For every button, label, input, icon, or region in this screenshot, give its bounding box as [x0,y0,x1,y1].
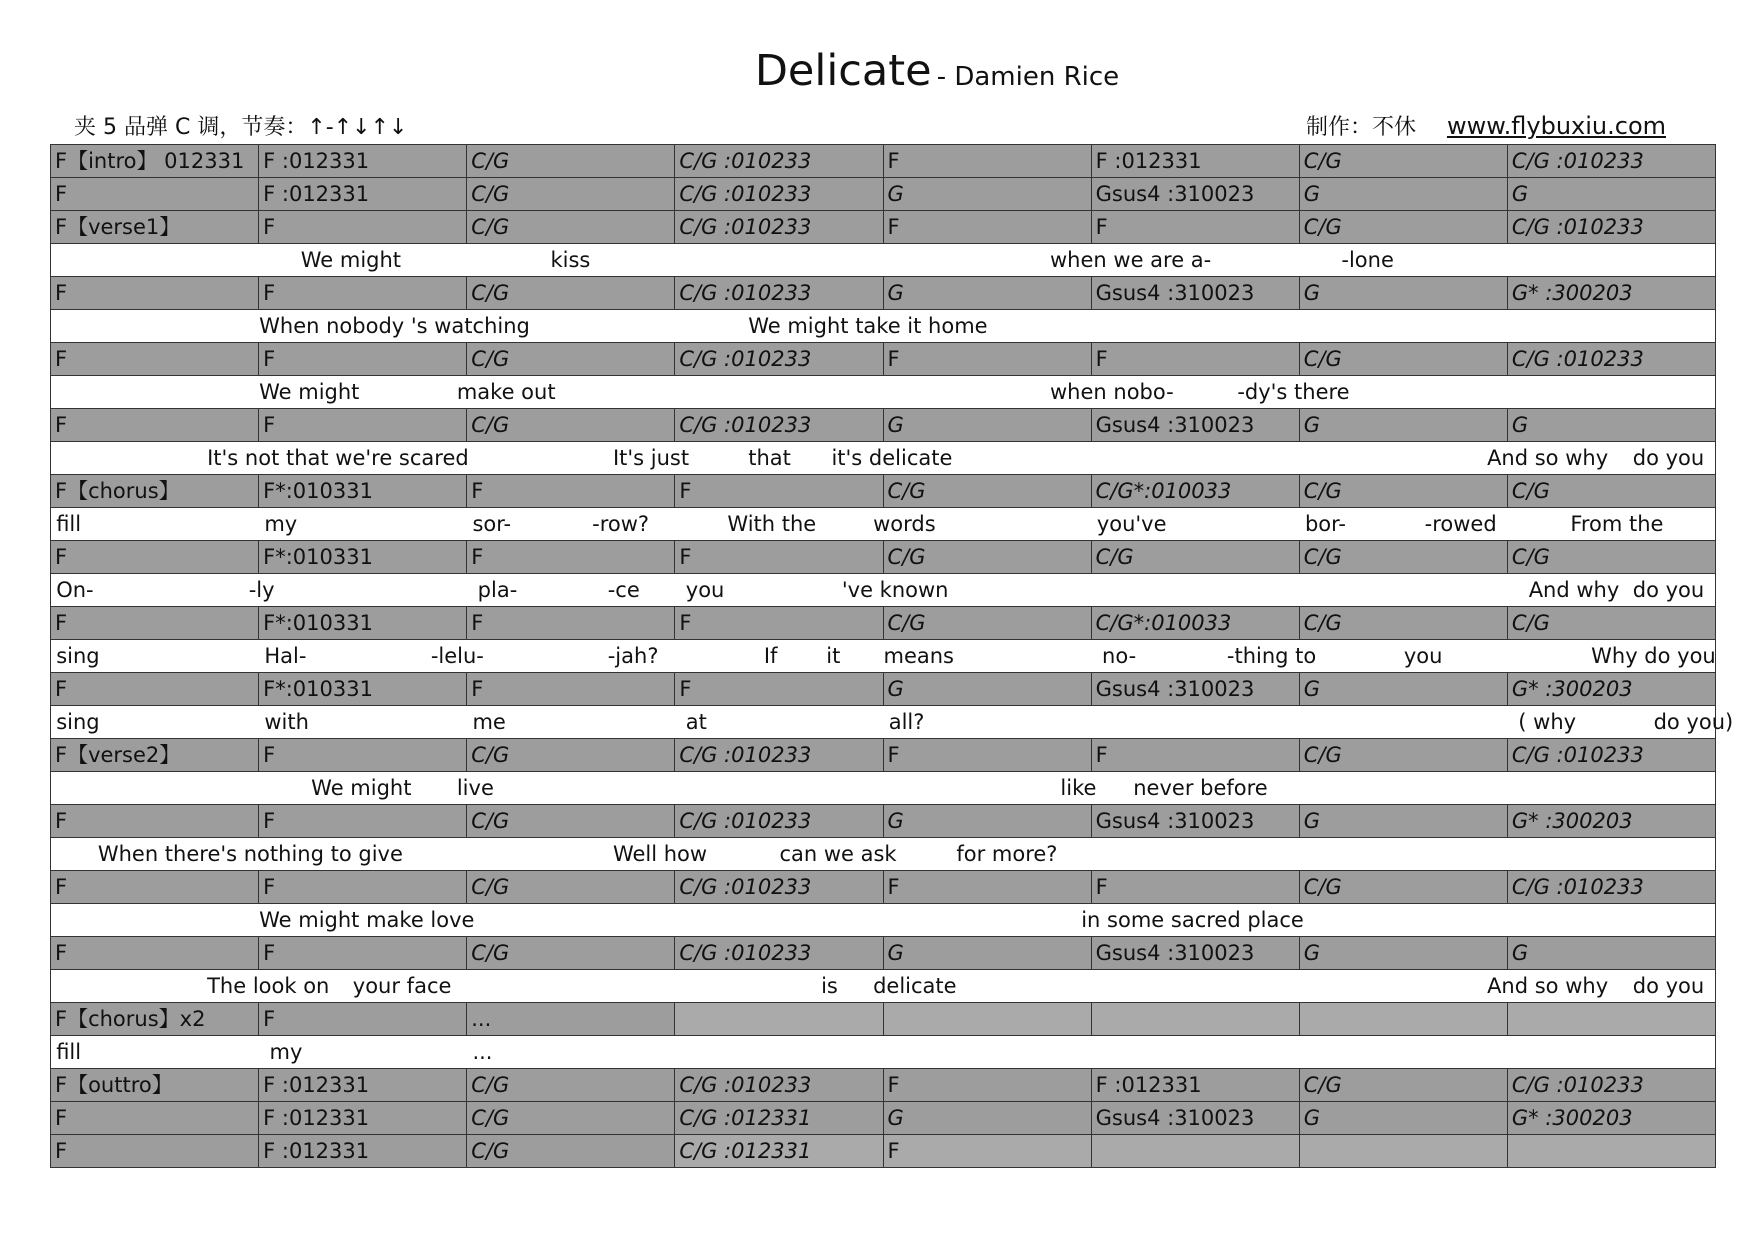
lyric-segment: fill [56,512,82,536]
lyric-line [51,244,1716,277]
chord-cell: F [259,871,467,904]
lyric-segment: means [883,644,954,668]
chord-cell: F [51,541,259,574]
lyric-segment: -thing to [1226,644,1317,668]
chord-cell: F [884,739,1092,772]
chord-cell: ... [467,1003,675,1036]
chord-cell: C/G [1300,1069,1508,1102]
chord-cell: F :012331 [259,178,467,211]
lyric-segment: is [821,974,838,998]
chord-cell: F :012331 [1092,145,1300,178]
lyric-segment: words [873,512,936,536]
chord-cell: F [1092,211,1300,244]
lyric-line [51,706,1734,739]
chord-cell: F [1092,343,1300,376]
chord-cell: F :012331 [259,1069,467,1102]
chord-cell: F [675,607,883,640]
lyric-row [51,310,1716,343]
chord-cell: G [884,937,1092,970]
lyric-segment: -jah? [607,644,659,668]
chord-cell: F [884,1135,1092,1168]
lyric-line [51,310,1716,343]
lyric-row [51,904,1716,937]
lyric-segment: Why do you [1591,644,1716,668]
lyric-segment: And so why [1487,974,1609,998]
chord-cell: F [884,211,1092,244]
chord-cell: F*:010331 [259,673,467,706]
lyric-segment: do you [1632,578,1705,602]
chord-cell: F [51,178,259,211]
chord-cell: Gsus4 :310023 [1092,178,1300,211]
lyric-segment: my [264,512,298,536]
chord-cell: C/G :010233 [1508,1069,1716,1102]
lyric-segment: -rowed [1424,512,1497,536]
chord-row [51,541,1716,574]
chord-cell [1508,1135,1716,1168]
lyric-line [51,574,1716,607]
lyric-segment: do you [1632,446,1705,470]
chord-cell [1092,1003,1300,1036]
chord-row [51,178,1716,211]
chord-cell [1300,1003,1508,1036]
chord-row [51,409,1716,442]
chord-cell: F [51,871,259,904]
lyric-segment: with [264,710,309,734]
chord-cell: F :012331 [259,1102,467,1135]
chord-cell: Gsus4 :310023 [1092,277,1300,310]
chord-cell: C/G [1508,607,1716,640]
chord-cell: F [467,607,675,640]
chord-cell: C/G :010233 [675,871,883,904]
chord-cell: C/G [1300,475,1508,508]
chord-cell: C/G [467,937,675,970]
chord-cell: G [884,178,1092,211]
lyric-segment: It's not that we're scared [207,446,469,470]
chord-cell: F [884,145,1092,178]
chord-cell: C/G [1508,475,1716,508]
lyric-line [51,442,1716,475]
chord-cell: C/G :010233 [675,178,883,211]
lyric-segment: fill [56,1040,82,1064]
lyric-segment: in some sacred place [1081,908,1304,932]
chord-cell: G [1300,409,1508,442]
chord-cell: F [467,541,675,574]
chord-cell: F :012331 [1092,1069,1300,1102]
chord-cell: C/G :010233 [675,937,883,970]
lyric-segment: We might [259,380,360,404]
lyric-segment: Well how [612,842,708,866]
chord-cell [1300,1135,1508,1168]
chord-cell: C/G [884,607,1092,640]
author-credit: 制作：不休 [1305,115,1416,140]
lyric-segment: -ly [248,578,275,602]
chord-cell: F [51,673,259,706]
chord-cell: G [1300,178,1508,211]
lyric-row [51,640,1716,673]
lyric-segment: ... [472,1040,493,1064]
lyric-segment: It's just [612,446,690,470]
lyric-segment: you [685,578,725,602]
lyric-segment: you've [1096,512,1167,536]
chord-cell: F [259,343,467,376]
lyric-line [51,904,1716,937]
lyric-segment: never before [1133,776,1268,800]
chord-cell: C/G :012331 [675,1102,883,1135]
chord-cell: C/G :010233 [675,211,883,244]
chord-cell: F [675,475,883,508]
lyric-line [51,970,1716,1003]
chord-cell: G [884,277,1092,310]
chord-cell [884,1003,1092,1036]
chord-row [51,145,1716,178]
chord-cell [675,1003,883,1036]
chord-row [51,607,1716,640]
chord-cell: C/G :010233 [1508,739,1716,772]
lyric-row [51,508,1716,541]
chord-cell: C/G [1300,871,1508,904]
chord-cell: G* :300203 [1508,277,1716,310]
chord-cell: C/G :010233 [675,409,883,442]
chord-sheet [50,144,1734,1168]
lyric-line [51,508,1716,541]
lyric-segment: no- [1102,644,1137,668]
chord-cell: F [51,1135,259,1168]
lyric-segment: -lone [1341,248,1394,272]
lyric-segment: If [763,644,778,668]
chord-cell: F [467,475,675,508]
chord-cell: C/G [467,871,675,904]
lyric-segment: When nobody 's watching [259,314,530,338]
chord-cell: C/G [467,409,675,442]
lyric-segment: When there's nothing to give [97,842,403,866]
chord-cell: C/G [1508,541,1716,574]
lyric-segment: 've known [841,578,949,602]
chord-cell: G [1300,277,1508,310]
chord-cell: C/G :010233 [675,805,883,838]
lyric-segment: sing [56,644,100,668]
chord-cell: C/G [467,178,675,211]
chord-cell: Gsus4 :310023 [1092,937,1300,970]
chord-cell: G [1508,409,1716,442]
chord-cell: G* :300203 [1508,673,1716,706]
chord-cell: C/G [1300,739,1508,772]
lyric-segment: From the [1570,512,1664,536]
chord-cell: F [259,937,467,970]
chord-cell: F [51,277,259,310]
chord-cell: F*:010331 [259,607,467,640]
lyric-row [51,442,1716,475]
chord-row [51,805,1716,838]
chord-cell: F [259,1003,467,1036]
chord-row [51,1069,1716,1102]
chord-cell: F [259,739,467,772]
lyric-segment: your face [352,974,452,998]
lyric-segment: like [1060,776,1097,800]
lyric-line [51,1036,1716,1069]
chord-cell: F [259,409,467,442]
lyric-segment: can we ask [779,842,897,866]
chord-cell [1508,1003,1716,1036]
chord-row [51,673,1716,706]
chord-cell: F [467,673,675,706]
credit-block [1306,110,1666,141]
chord-cell: G [884,1102,1092,1135]
chord-cell: C/G :010233 [1508,145,1716,178]
lyric-segment: Hal- [264,644,307,668]
lyric-row [51,376,1716,409]
lyric-segment: all? [888,710,925,734]
chord-cell: C/G :010233 [675,343,883,376]
lyric-segment: do you) [1653,710,1734,734]
chord-cell: C/G [1300,607,1508,640]
chord-row [51,1135,1716,1168]
chord-cell: F*:010331 [259,541,467,574]
chord-row [51,937,1716,970]
chord-cell: C/G [1300,211,1508,244]
lyric-segment: live [456,776,494,800]
chord-cell: F [51,343,259,376]
lyric-segment: my [269,1040,303,1064]
chord-cell: F :012331 [259,1135,467,1168]
chord-cell: C/G :010233 [675,145,883,178]
chord-cell: C/G :010233 [1508,343,1716,376]
lyric-segment: -dy's there [1237,380,1350,404]
chord-cell: F [51,937,259,970]
chord-cell: F [1092,739,1300,772]
lyric-segment: -row? [592,512,650,536]
chord-cell: F [51,1102,259,1135]
chord-cell: C/G [467,211,675,244]
chord-cell: F【verse1】 [51,211,259,244]
chord-cell: F [675,673,883,706]
lyric-segment: that [748,446,791,470]
chord-cell: C/G [1092,541,1300,574]
chord-cell: F [1092,871,1300,904]
chord-cell: C/G [467,805,675,838]
chord-cell: G [1300,937,1508,970]
lyric-row [51,838,1716,871]
chord-cell: F [51,607,259,640]
artist-name: - Damien Rice [936,62,1120,92]
lyric-segment: On- [56,578,94,602]
chord-cell: C/G :012331 [675,1135,883,1168]
chord-cell: C/G [467,277,675,310]
chord-cell: C/G :010233 [1508,211,1716,244]
chord-row [51,475,1716,508]
lyric-row [51,244,1716,277]
chord-row [51,277,1716,310]
lyric-line [51,838,1716,871]
lyric-line [51,376,1716,409]
lyric-segment: ( why [1518,710,1577,734]
chord-cell: F【verse2】 [51,739,259,772]
chord-cell: C/G [884,475,1092,508]
chord-cell [1092,1135,1300,1168]
chord-cell: C/G [467,1135,675,1168]
chord-cell: C/G [467,739,675,772]
lyric-segment: bor- [1304,512,1346,536]
chord-cell: C/G :010233 [675,739,883,772]
chord-cell: C/G [467,145,675,178]
lyric-row [51,706,1734,739]
lyric-segment: me [472,710,506,734]
chord-cell: F [259,805,467,838]
lyric-segment: do you [1632,974,1705,998]
chord-cell: C/G :010233 [1508,871,1716,904]
lyric-segment: pla- [477,578,518,602]
chord-row [51,739,1716,772]
chord-row [51,211,1716,244]
chord-row [51,871,1716,904]
chord-row [51,1102,1716,1135]
chord-cell: G [884,805,1092,838]
chord-cell: C/G*:010033 [1092,607,1300,640]
chord-cell: F【intro】 012331 [51,145,259,178]
chord-cell: F*:010331 [259,475,467,508]
lyric-segment: it [826,644,841,668]
chord-cell: G [1508,937,1716,970]
chord-cell: Gsus4 :310023 [1092,673,1300,706]
lyric-row [51,1036,1716,1069]
lyric-segment: make out [456,380,556,404]
lyric-segment: The look on [207,974,330,998]
lyric-segment: kiss [550,248,591,272]
lyric-segment: when nobo- [1050,380,1174,404]
lyric-segment: And why [1528,578,1620,602]
chord-cell: F [884,871,1092,904]
chord-cell: G [884,409,1092,442]
chord-cell: F【chorus】x2 [51,1003,259,1036]
lyric-segment: We might take it home [748,314,988,338]
chord-cell: C/G*:010033 [1092,475,1300,508]
chord-cell: G* :300203 [1508,1102,1716,1135]
lyric-segment: delicate [873,974,957,998]
chord-cell: Gsus4 :310023 [1092,805,1300,838]
lyric-segment: We might [311,776,412,800]
chord-cell: G [1508,178,1716,211]
website-link[interactable]: www.flybuxiu.com [1446,112,1666,140]
lyric-segment: it's delicate [831,446,953,470]
title-block [0,46,1754,96]
lyric-segment: And so why [1487,446,1609,470]
lyric-row [51,574,1716,607]
chord-row [51,1003,1716,1036]
chord-cell: C/G [467,1069,675,1102]
lyric-row [51,772,1716,805]
chord-cell: F [675,541,883,574]
chord-cell: C/G [884,541,1092,574]
chord-cell: C/G [467,1102,675,1135]
chord-cell: F [51,409,259,442]
chord-cell: F [259,211,467,244]
chord-cell: F [884,343,1092,376]
chord-cell: F [51,805,259,838]
lyric-line [51,640,1716,673]
chord-cell: C/G [1300,541,1508,574]
chord-cell: F [259,277,467,310]
chord-cell: C/G [467,343,675,376]
song-title: Delicate [754,46,932,96]
lyric-segment: -ce [607,578,640,602]
chord-cell: C/G :010233 [675,277,883,310]
lyric-segment: We might make love [259,908,475,932]
chord-cell: C/G [1300,343,1508,376]
chord-cell: G [1300,805,1508,838]
chord-cell: G [1300,673,1508,706]
lyric-segment: sing [56,710,100,734]
lyric-row [51,970,1716,1003]
chord-row [51,343,1716,376]
chord-cell: G* :300203 [1508,805,1716,838]
chord-cell: F :012331 [259,145,467,178]
lyric-segment: at [685,710,707,734]
lyric-line [51,772,1716,805]
chord-cell: F [884,1069,1092,1102]
lyric-segment: We might [300,248,402,272]
capo-and-rhythm: 夹 5 品弹 C 调，节奏：↑-↑↓↑↓ [74,115,408,140]
chord-cell: F【outtro】 [51,1069,259,1102]
chord-cell: C/G :010233 [675,1069,883,1102]
chord-cell: F【chorus】 [51,475,259,508]
chord-cell: Gsus4 :310023 [1092,409,1300,442]
lyric-segment: for more? [956,842,1058,866]
chord-cell: G [884,673,1092,706]
lyric-segment: when we are a- [1050,248,1212,272]
chord-cell: Gsus4 :310023 [1092,1102,1300,1135]
chord-cell: G [1300,1102,1508,1135]
lyric-segment: -lelu- [430,644,484,668]
lyric-segment: you [1403,644,1443,668]
chord-cell: C/G [1300,145,1508,178]
lyric-segment: With the [727,512,817,536]
lyric-segment: sor- [472,512,512,536]
